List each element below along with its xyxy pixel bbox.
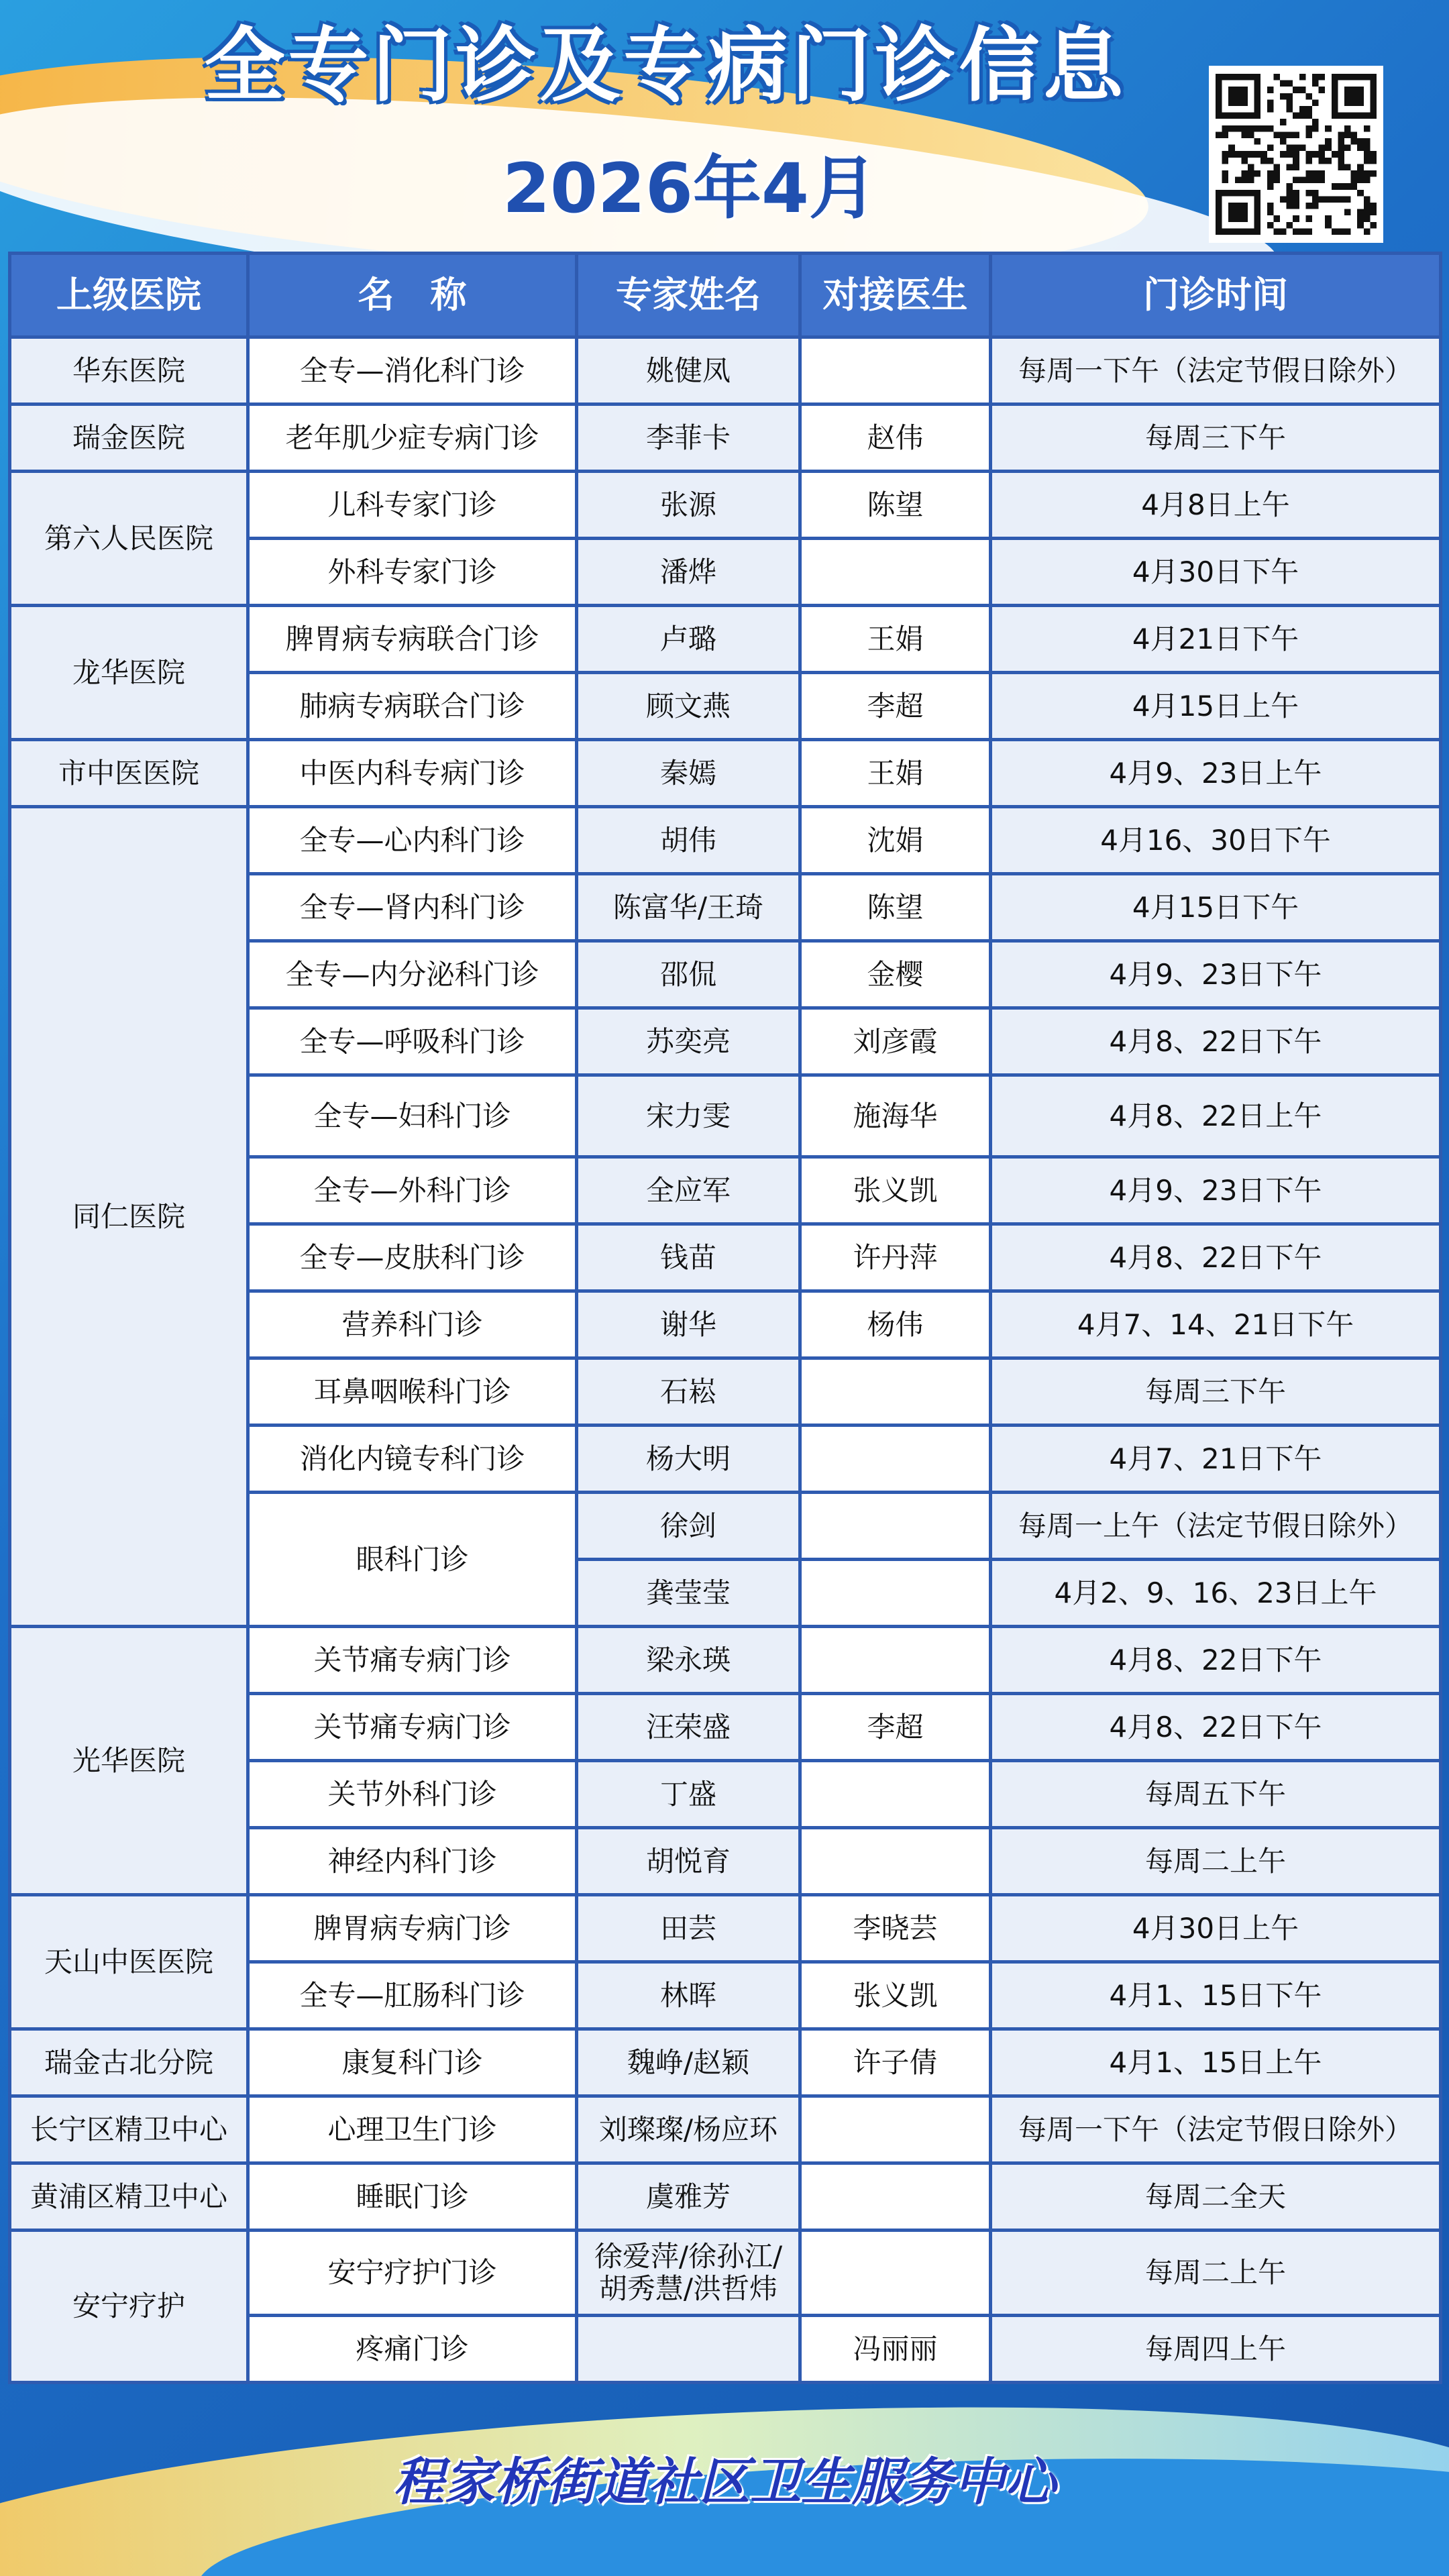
liaison-doctor-cell <box>800 2231 991 2316</box>
clinic-time-cell: 每周二上午 <box>991 2231 1441 2316</box>
hospital-cell: 瑞金医院 <box>10 405 248 472</box>
expert-name-cell: 张源 <box>577 472 800 539</box>
liaison-doctor-cell <box>800 2163 991 2231</box>
clinic-name-cell: 关节痛专病门诊 <box>248 1627 577 1694</box>
expert-name-cell: 虞雅芳 <box>577 2163 800 2231</box>
table-row <box>10 1895 1441 1962</box>
expert-name-cell: 卢璐 <box>577 606 800 673</box>
page-subtitle-month: 2026年4月 <box>502 149 877 229</box>
liaison-doctor-cell: 冯丽丽 <box>800 2316 991 2383</box>
clinic-time-cell: 4月8、22日下午 <box>991 1694 1441 1761</box>
expert-name-cell: 丁盛 <box>577 1761 800 1828</box>
liaison-doctor-cell: 王娟 <box>800 740 991 807</box>
clinic-name-cell: 心理卫生门诊 <box>248 2096 577 2163</box>
liaison-doctor-cell <box>800 1358 991 1426</box>
column-header: 对接医生 <box>800 254 991 337</box>
table-row <box>10 472 1441 539</box>
table-row <box>10 2231 1441 2316</box>
clinic-time-cell: 4月2、9、16、23日上午 <box>991 1560 1441 1627</box>
expert-name-cell: 汪荣盛 <box>577 1694 800 1761</box>
clinic-name-cell: 消化内镜专科门诊 <box>248 1426 577 1493</box>
liaison-doctor-cell: 陈望 <box>800 472 991 539</box>
clinic-time-cell: 每周一下午（法定节假日除外） <box>991 2096 1441 2163</box>
expert-name-cell: 徐爱萍/徐孙江/胡秀慧/洪哲炜 <box>577 2231 800 2316</box>
liaison-doctor-cell <box>800 1560 991 1627</box>
hospital-cell: 黄浦区精卫中心 <box>10 2163 248 2231</box>
hospital-cell: 第六人民医院 <box>10 472 248 606</box>
expert-name-cell: 杨大明 <box>577 1426 800 1493</box>
hospital-cell: 龙华医院 <box>10 606 248 740</box>
page-title: 全专门诊及专病门诊信息 <box>204 19 1127 113</box>
liaison-doctor-cell: 陈望 <box>800 874 991 941</box>
clinic-time-cell: 4月8、22日下午 <box>991 1008 1441 1075</box>
clinic-time-cell: 4月16、30日下午 <box>991 807 1441 874</box>
clinic-name-cell: 安宁疗护门诊 <box>248 2231 577 2316</box>
expert-name-cell: 钱苗 <box>577 1224 800 1291</box>
hospital-cell: 长宁区精卫中心 <box>10 2096 248 2163</box>
liaison-doctor-cell: 李晓芸 <box>800 1895 991 1962</box>
hospital-cell: 天山中医医院 <box>10 1895 248 2029</box>
clinic-name-cell: 全专—外科门诊 <box>248 1157 577 1224</box>
expert-name-cell: 石崧 <box>577 1358 800 1426</box>
table-row <box>10 405 1441 472</box>
expert-name-cell <box>577 2316 800 2383</box>
hospital-cell: 同仁医院 <box>10 807 248 1627</box>
clinic-name-cell: 全专—心内科门诊 <box>248 807 577 874</box>
table-header-row <box>10 254 1441 337</box>
clinic-name-cell: 老年肌少症专病门诊 <box>248 405 577 472</box>
liaison-doctor-cell: 张义凯 <box>800 1157 991 1224</box>
hospital-cell: 安宁疗护 <box>10 2231 248 2383</box>
expert-name-cell: 潘烨 <box>577 539 800 606</box>
expert-name-cell: 徐剑 <box>577 1493 800 1560</box>
clinic-time-cell: 4月7、21日下午 <box>991 1426 1441 1493</box>
clinic-name-cell: 全专—呼吸科门诊 <box>248 1008 577 1075</box>
table-row <box>10 2029 1441 2096</box>
clinic-name-cell: 外科专家门诊 <box>248 539 577 606</box>
clinic-name-cell: 关节痛专病门诊 <box>248 1694 577 1761</box>
liaison-doctor-cell <box>800 1828 991 1895</box>
clinic-name-cell: 脾胃病专病联合门诊 <box>248 606 577 673</box>
table-row <box>10 2096 1441 2163</box>
clinic-name-cell: 康复科门诊 <box>248 2029 577 2096</box>
clinic-name-cell: 睡眠门诊 <box>248 2163 577 2231</box>
expert-name-cell: 全应军 <box>577 1157 800 1224</box>
organization-name: 程家桥街道社区卫生服务中心 <box>393 2452 1056 2512</box>
liaison-doctor-cell: 沈娟 <box>800 807 991 874</box>
expert-name-cell: 陈富华/王琦 <box>577 874 800 941</box>
clinic-time-cell: 每周一下午（法定节假日除外） <box>991 337 1441 405</box>
clinic-time-cell: 4月15日上午 <box>991 673 1441 740</box>
clinic-name-cell: 神经内科门诊 <box>248 1828 577 1895</box>
expert-name-cell: 秦嫣 <box>577 740 800 807</box>
liaison-doctor-cell: 金樱 <box>800 941 991 1008</box>
clinic-time-cell: 每周一上午（法定节假日除外） <box>991 1493 1441 1560</box>
hospital-cell: 华东医院 <box>10 337 248 405</box>
clinic-name-cell: 肺病专病联合门诊 <box>248 673 577 740</box>
table-row <box>10 337 1441 405</box>
liaison-doctor-cell <box>800 337 991 405</box>
hospital-cell: 光华医院 <box>10 1627 248 1895</box>
clinic-time-cell: 每周三下午 <box>991 405 1441 472</box>
column-header: 上级医院 <box>10 254 248 337</box>
expert-name-cell: 邵侃 <box>577 941 800 1008</box>
expert-name-cell: 梁永瑛 <box>577 1627 800 1694</box>
liaison-doctor-cell: 刘彦霞 <box>800 1008 991 1075</box>
clinic-name-cell: 中医内科专病门诊 <box>248 740 577 807</box>
column-header: 门诊时间 <box>991 254 1441 337</box>
clinic-time-cell: 4月8、22日上午 <box>991 1075 1441 1157</box>
clinic-name-cell: 全专—肛肠科门诊 <box>248 1962 577 2029</box>
clinic-time-cell: 4月15日下午 <box>991 874 1441 941</box>
column-header: 专家姓名 <box>577 254 800 337</box>
clinic-name-cell: 全专—妇科门诊 <box>248 1075 577 1157</box>
qr-code-icon[interactable] <box>1209 66 1383 243</box>
hospital-cell: 市中医医院 <box>10 740 248 807</box>
clinic-name-cell: 疼痛门诊 <box>248 2316 577 2383</box>
clinic-time-cell: 4月21日下午 <box>991 606 1441 673</box>
clinic-time-cell: 4月8、22日下午 <box>991 1627 1441 1694</box>
liaison-doctor-cell <box>800 1426 991 1493</box>
clinic-name-cell: 儿科专家门诊 <box>248 472 577 539</box>
liaison-doctor-cell: 王娟 <box>800 606 991 673</box>
clinic-time-cell: 每周三下午 <box>991 1358 1441 1426</box>
liaison-doctor-cell: 张义凯 <box>800 1962 991 2029</box>
clinic-name-cell: 全专—肾内科门诊 <box>248 874 577 941</box>
expert-name-cell: 林晖 <box>577 1962 800 2029</box>
expert-name-cell: 顾文燕 <box>577 673 800 740</box>
expert-name-cell: 龚莹莹 <box>577 1560 800 1627</box>
liaison-doctor-cell: 许子倩 <box>800 2029 991 2096</box>
clinic-name-cell: 全专—消化科门诊 <box>248 337 577 405</box>
expert-name-cell: 田芸 <box>577 1895 800 1962</box>
table-row <box>10 606 1441 673</box>
clinic-time-cell: 4月9、23日下午 <box>991 1157 1441 1224</box>
expert-name-cell: 胡悦育 <box>577 1828 800 1895</box>
clinic-time-cell: 4月1、15日下午 <box>991 1962 1441 2029</box>
liaison-doctor-cell <box>800 1627 991 1694</box>
clinic-time-cell: 4月7、14、21日下午 <box>991 1291 1441 1358</box>
clinic-name-cell: 营养科门诊 <box>248 1291 577 1358</box>
clinic-time-cell: 4月8日上午 <box>991 472 1441 539</box>
liaison-doctor-cell: 施海华 <box>800 1075 991 1157</box>
liaison-doctor-cell: 李超 <box>800 1694 991 1761</box>
expert-name-cell: 宋力雯 <box>577 1075 800 1157</box>
clinic-time-cell: 每周二全天 <box>991 2163 1441 2231</box>
liaison-doctor-cell <box>800 2096 991 2163</box>
liaison-doctor-cell: 许丹萍 <box>800 1224 991 1291</box>
clinic-name-cell: 脾胃病专病门诊 <box>248 1895 577 1962</box>
clinic-name-cell: 眼科门诊 <box>248 1493 577 1627</box>
expert-name-cell: 姚健凤 <box>577 337 800 405</box>
table-row <box>10 807 1441 874</box>
table-row <box>10 740 1441 807</box>
clinic-time-cell: 每周四上午 <box>991 2316 1441 2383</box>
table-row <box>10 2163 1441 2231</box>
clinic-time-cell: 4月30日上午 <box>991 1895 1441 1962</box>
clinic-time-cell: 每周二上午 <box>991 1828 1441 1895</box>
hospital-cell: 瑞金古北分院 <box>10 2029 248 2096</box>
clinic-time-cell: 4月9、23日上午 <box>991 740 1441 807</box>
liaison-doctor-cell: 赵伟 <box>800 405 991 472</box>
expert-name-cell: 苏奕亮 <box>577 1008 800 1075</box>
liaison-doctor-cell <box>800 1761 991 1828</box>
liaison-doctor-cell <box>800 1493 991 1560</box>
clinic-schedule-table <box>8 252 1442 2384</box>
clinic-name-cell: 关节外科门诊 <box>248 1761 577 1828</box>
liaison-doctor-cell <box>800 539 991 606</box>
liaison-doctor-cell: 李超 <box>800 673 991 740</box>
clinic-time-cell: 4月1、15日上午 <box>991 2029 1441 2096</box>
clinic-time-cell: 4月30日下午 <box>991 539 1441 606</box>
expert-name-cell: 谢华 <box>577 1291 800 1358</box>
clinic-name-cell: 全专—皮肤科门诊 <box>248 1224 577 1291</box>
clinic-time-cell: 4月8、22日下午 <box>991 1224 1441 1291</box>
expert-name-cell: 胡伟 <box>577 807 800 874</box>
liaison-doctor-cell: 杨伟 <box>800 1291 991 1358</box>
column-header: 名 称 <box>248 254 577 337</box>
clinic-time-cell: 4月9、23日下午 <box>991 941 1441 1008</box>
clinic-name-cell: 耳鼻咽喉科门诊 <box>248 1358 577 1426</box>
expert-name-cell: 李菲卡 <box>577 405 800 472</box>
expert-name-cell: 魏峥/赵颖 <box>577 2029 800 2096</box>
expert-name-cell: 刘璨璨/杨应环 <box>577 2096 800 2163</box>
clinic-time-cell: 每周五下午 <box>991 1761 1441 1828</box>
clinic-name-cell: 全专—内分泌科门诊 <box>248 941 577 1008</box>
table-row <box>10 1627 1441 1694</box>
